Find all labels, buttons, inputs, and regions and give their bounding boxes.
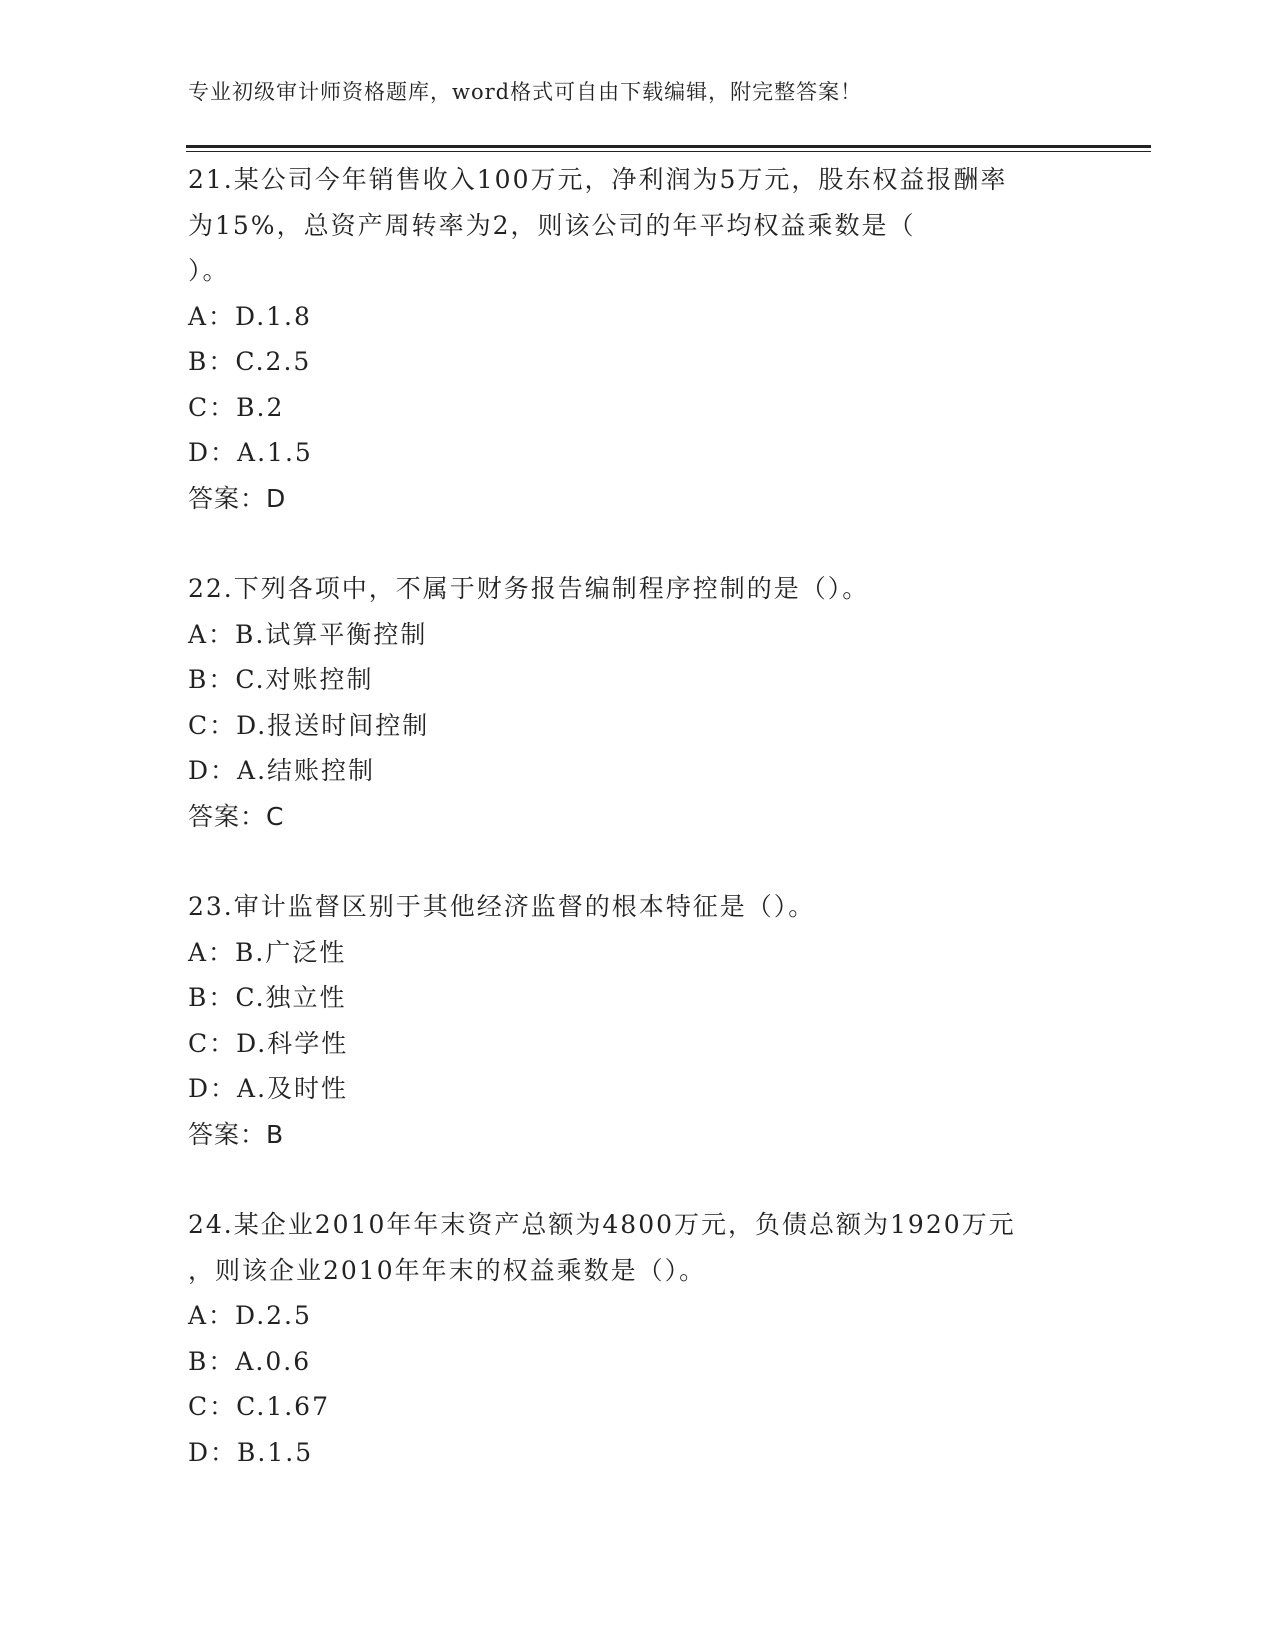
header-rule-thick: [186, 145, 1151, 148]
option-a: A：B.广泛性: [188, 937, 347, 967]
option-d: D：A.结账控制: [188, 756, 376, 785]
question-22: [188, 566, 1088, 839]
option-c: C：B.2: [188, 392, 285, 422]
answer-line: 答案：C: [188, 801, 285, 831]
option-b: B：C.对账控制: [188, 665, 374, 694]
question-stem-line: 24.某企业2010年年末资产总额为4800万元，负债总额为1920万元: [188, 1210, 1016, 1239]
question-24: [188, 1202, 1088, 1475]
option-a: A：B.试算平衡控制: [188, 619, 428, 649]
option-c: C：C.1.67: [188, 1392, 330, 1421]
option-a: A：D.1.8: [188, 301, 312, 331]
question-stem-line: 22.下列各项中，不属于财务报告编制程序控制的是（）。: [188, 574, 870, 603]
question-stem-line: 21.某公司今年销售收入100万元，净利润为5万元，股东权益报酬率: [188, 165, 1008, 194]
option-c: C：D.科学性: [188, 1028, 349, 1058]
option-d: D：B.1.5: [188, 1437, 314, 1467]
option-d: D：A.及时性: [188, 1074, 349, 1103]
option-b: B：C.2.5: [188, 347, 312, 376]
option-c: C：D.报送时间控制: [188, 710, 430, 740]
question-stem-line: ，则该企业2010年年末的权益乘数是（）。: [188, 1255, 707, 1285]
question-stem-line: ）。: [188, 256, 230, 285]
header-rule-thin: [186, 151, 1151, 152]
question-list: [188, 157, 1088, 1520]
question-stem-line: 23.审计监督区别于其他经济监督的根本特征是（）。: [188, 892, 816, 921]
option-b: B：C.独立性: [188, 983, 347, 1012]
answer-line: 答案：D: [188, 483, 287, 513]
option-d: D：A.1.5: [188, 438, 313, 467]
answer-line: 答案：B: [188, 1119, 285, 1149]
page-header: 专业初级审计师资格题库，word格式可自由下载编辑，附完整答案！: [188, 80, 863, 104]
question-21: [188, 157, 1088, 521]
option-b: B：A.0.6: [188, 1346, 312, 1376]
question-23: [188, 884, 1088, 1157]
option-a: A：D.2.5: [188, 1301, 312, 1330]
question-stem-line: 为15%，总资产周转率为2，则该公司的年平均权益乘数是（: [188, 210, 916, 240]
